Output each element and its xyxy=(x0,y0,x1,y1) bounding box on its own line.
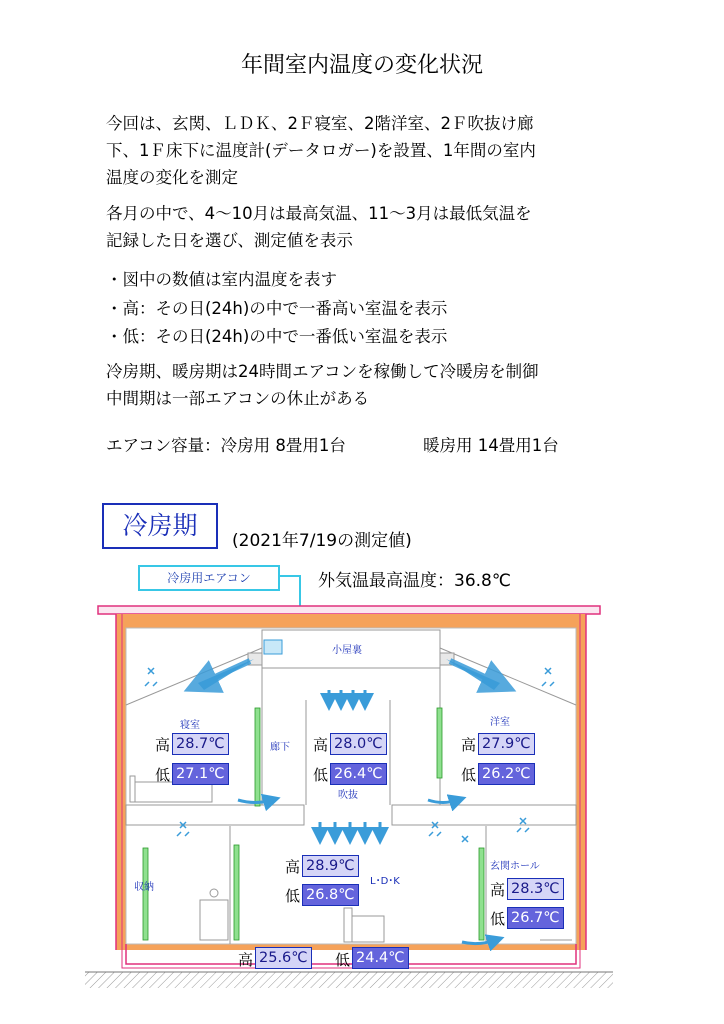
low-label: 低 xyxy=(335,951,351,969)
intro-line: 今回は、玄関、ＬＤＫ、2Ｆ寝室、2階洋室、2Ｆ吹抜け廊 xyxy=(106,114,534,133)
high-label: 高 xyxy=(285,858,301,876)
western-high-temp: 27.9℃ xyxy=(478,733,535,755)
room-storage: 収納 xyxy=(134,882,154,893)
entrance-high-temp: 28.3℃ xyxy=(507,878,564,900)
low-label: 低 xyxy=(285,887,301,905)
ground xyxy=(85,972,613,988)
low-label: 低 xyxy=(313,766,329,784)
underfloor-low-temp: 24.4℃ xyxy=(352,947,409,969)
outside-temperature: 外気温最高温度：36.8℃ xyxy=(318,571,511,591)
room-attic: 小屋裏 xyxy=(332,645,362,656)
page-title: 年間室内温度の変化状況 xyxy=(240,53,483,78)
hallway-low-temp: 26.4℃ xyxy=(330,763,387,785)
operation-line: 冷房期、暖房期は24時間エアコンを稼働して冷暖房を制御 xyxy=(106,362,539,381)
bullet-item: ・高：その日(24h)の中で一番高い室温を表示 xyxy=(106,299,448,318)
underfloor-high-temp: 25.6℃ xyxy=(255,947,312,969)
selection-line: 各月の中で、4～10月は最高気温、11～3月は最低気温を xyxy=(106,204,532,223)
hallway-high-temp: 28.0℃ xyxy=(330,733,387,755)
western-low-temp: 26.2℃ xyxy=(478,763,535,785)
bullet-item: ・図中の数値は室内温度を表す xyxy=(106,270,337,289)
high-label: 高 xyxy=(490,881,506,899)
room-atrium: 吹抜 xyxy=(338,790,358,801)
room-western: 洋室 xyxy=(490,717,510,728)
high-label: 高 xyxy=(461,736,477,754)
intro-line: 温度の変化を測定 xyxy=(106,168,238,187)
high-label: 高 xyxy=(155,736,171,754)
room-entrance: 玄関ホール xyxy=(490,861,540,872)
selection-line: 記録した日を選び、測定値を表示 xyxy=(106,231,353,250)
high-label: 高 xyxy=(313,736,329,754)
low-label: 低 xyxy=(490,910,506,928)
aircon-label: 冷房用エアコン xyxy=(138,565,280,591)
ldk-low-temp: 26.8℃ xyxy=(302,884,359,906)
bullet-item: ・低：その日(24h)の中で一番低い室温を表示 xyxy=(106,327,448,346)
room-hallway: 廊下 xyxy=(270,742,290,753)
low-label: 低 xyxy=(155,766,171,784)
capacity-heating: 暖房用 14畳用1台 xyxy=(423,436,559,455)
capacity-cooling: エアコン容量：冷房用 8畳用1台 xyxy=(106,436,346,455)
bedroom-low-temp: 27.1℃ xyxy=(172,763,229,785)
season-badge: 冷房期 xyxy=(102,503,218,549)
high-label: 高 xyxy=(238,951,254,969)
bedroom-high-temp: 28.7℃ xyxy=(172,733,229,755)
aircon-unit xyxy=(264,640,282,654)
ldk-high-temp: 28.9℃ xyxy=(302,855,359,877)
room-bedroom: 寝室 xyxy=(180,720,200,731)
room-ldk: L･D･K xyxy=(370,876,400,887)
operation-line: 中間期は一部エアコンの休止がある xyxy=(106,389,370,408)
intro-line: 下、1Ｆ床下に温度計(データロガー)を設置、1年間の室内 xyxy=(106,141,536,160)
entrance-low-temp: 26.7℃ xyxy=(507,907,564,929)
low-label: 低 xyxy=(461,766,477,784)
roof-plate xyxy=(98,606,600,614)
season-date: (2021年7/19の測定値) xyxy=(232,531,412,551)
